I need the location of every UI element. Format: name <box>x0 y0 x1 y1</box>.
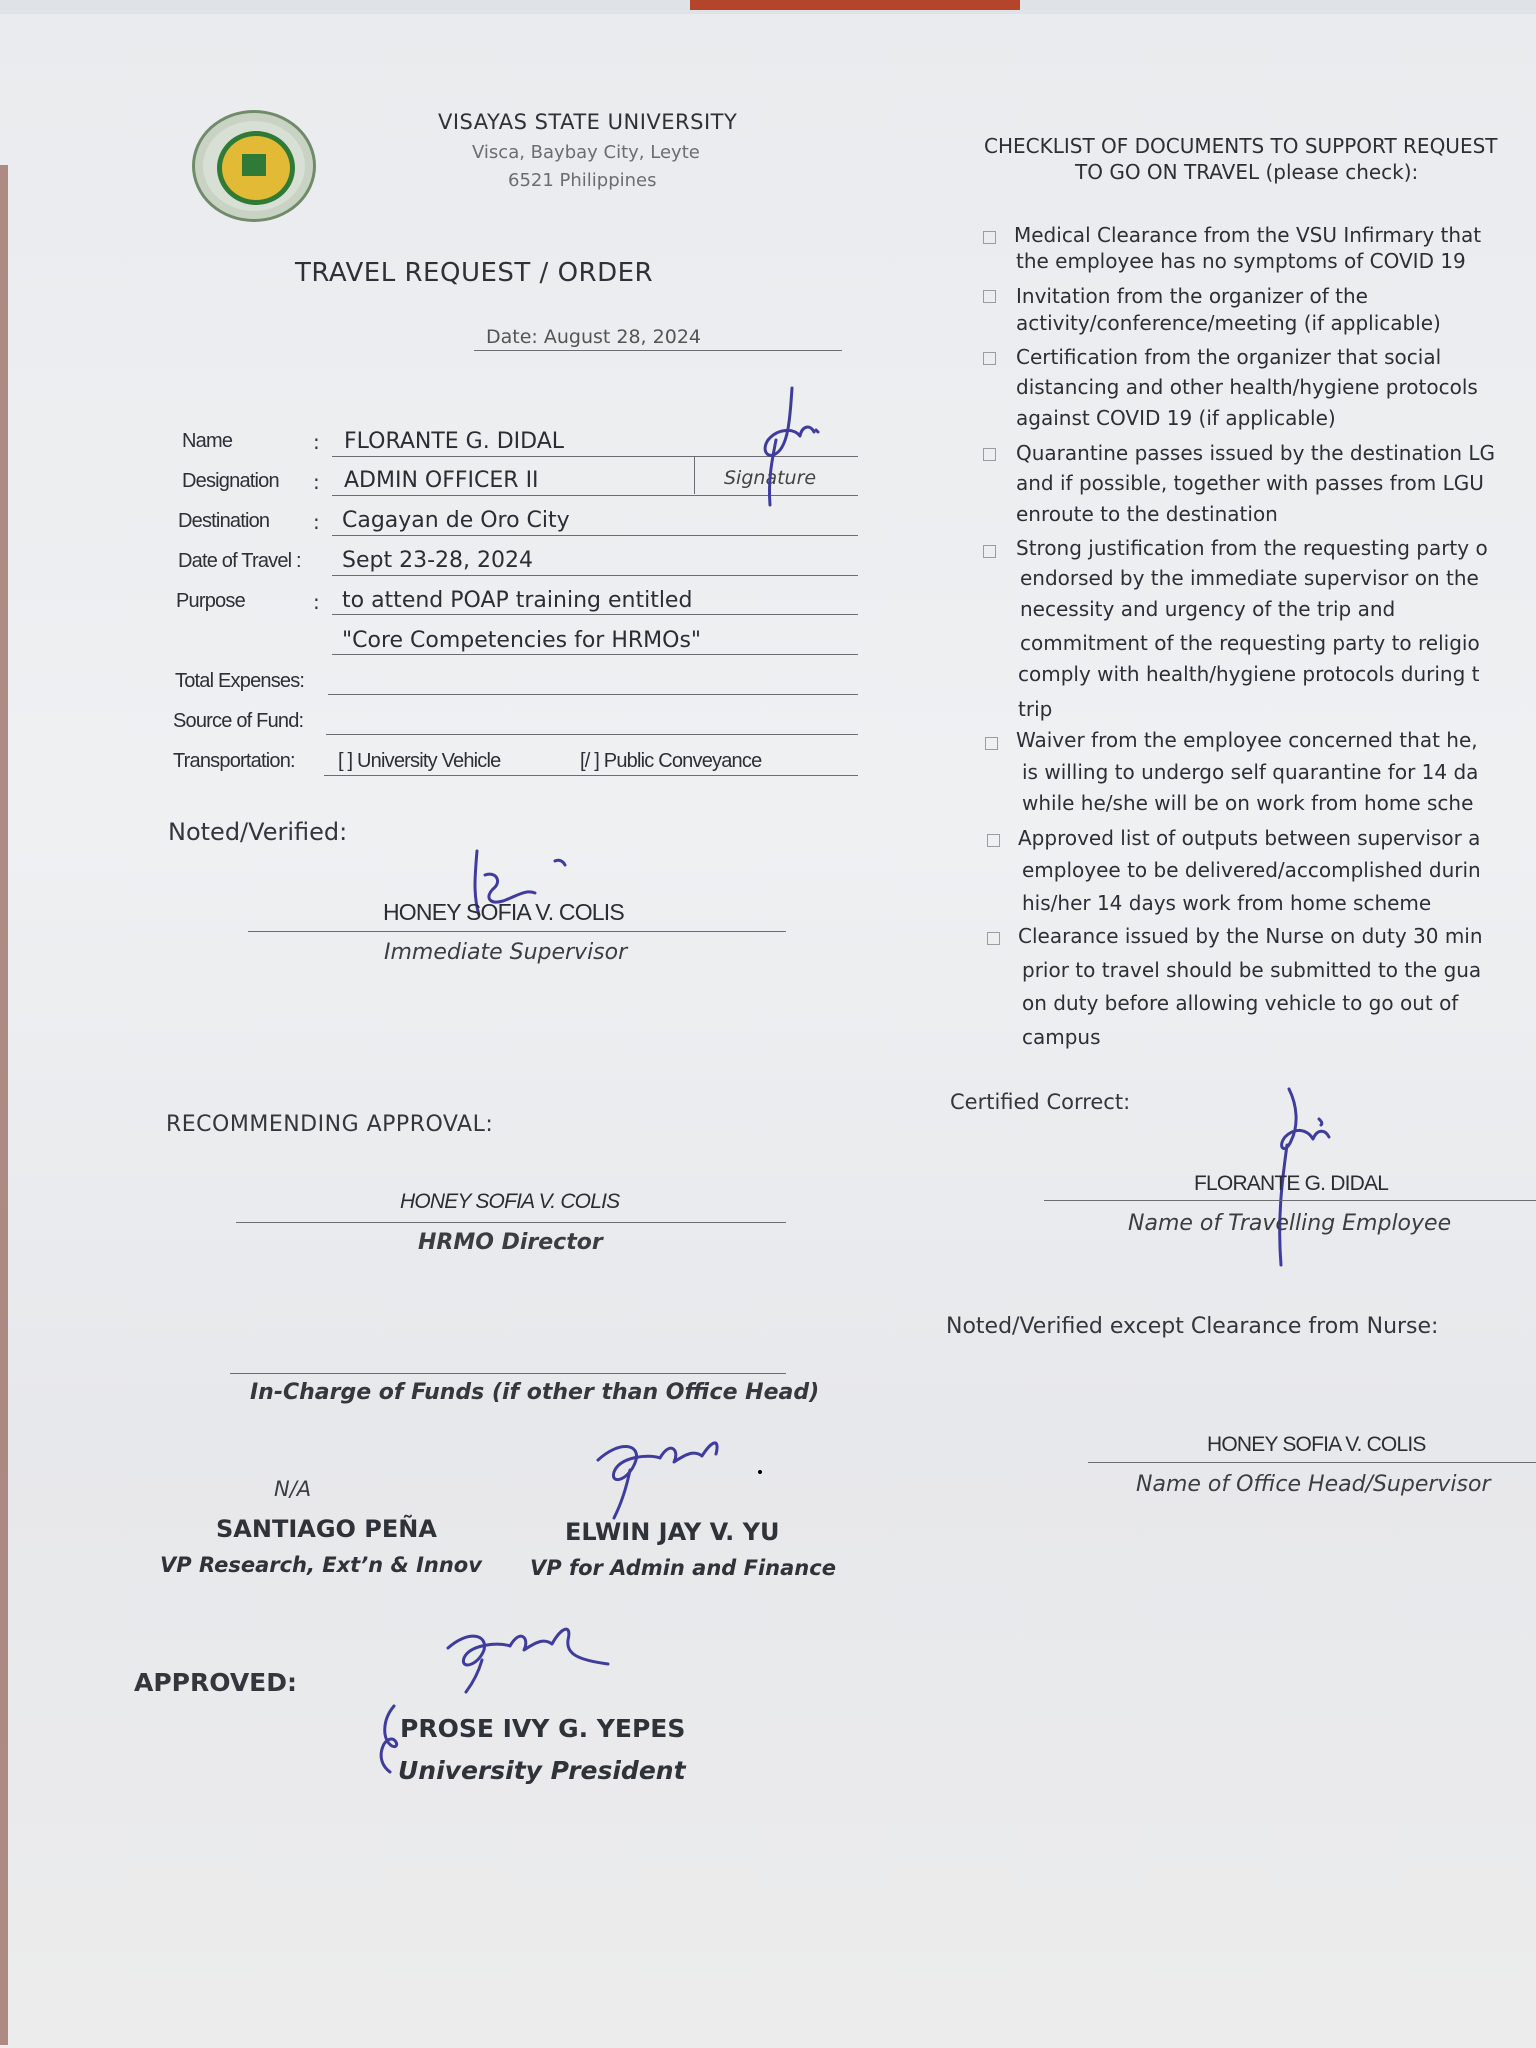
university-name: VISAYAS STATE UNIVERSITY <box>438 110 738 134</box>
source-of-fund-label: Source of Fund: <box>173 710 304 732</box>
purpose-label: Purpose <box>176 590 245 612</box>
certified-correct-label: Certified Correct: <box>950 1090 1131 1114</box>
checklist-item-text: Strong justification from the requesting party o <box>1016 536 1488 560</box>
travelling-employee-name: FLORANTE G. DIDAL <box>1194 1172 1389 1195</box>
total-expenses-line <box>328 694 858 695</box>
vp1-na: N/A <box>274 1477 312 1501</box>
travelling-employee-line <box>1044 1200 1536 1201</box>
president-signature-icon <box>438 1604 638 1694</box>
name-value: FLORANTE G. DIDAL <box>344 429 564 454</box>
checklist-item-text: prior to travel should be submitted to the gua <box>1022 958 1482 982</box>
transport-public-conveyance: [/ ] Public Conveyance <box>580 750 762 772</box>
form-title: TRAVEL REQUEST / ORDER <box>295 258 654 288</box>
recommending-approval-label: RECOMMENDING APPROVAL: <box>166 1112 494 1137</box>
purpose-line2: "Core Competencies for HRMOs" <box>342 628 702 653</box>
hrmo-director-name: HONEY SOFIA V. COLIS <box>400 1190 620 1213</box>
office-head-name: HONEY SOFIA V. COLIS <box>1207 1433 1426 1456</box>
vp1-name: SANTIAGO PEÑA <box>216 1515 437 1543</box>
checklist-item-text: and if possible, together with passes from LGU <box>1016 471 1484 495</box>
checklist-checkbox[interactable] <box>983 448 996 461</box>
source-of-fund-line <box>326 734 858 735</box>
checklist-title-line2: TO GO ON TRAVEL (please check): <box>1075 160 1419 184</box>
checklist-item-text: enroute to the destination <box>1016 502 1278 526</box>
checklist-item-text: the employee has no symptoms of COVID 19 <box>1016 249 1466 273</box>
date-of-travel-line <box>332 575 858 576</box>
designation-value: ADMIN OFFICER II <box>344 468 539 493</box>
hrmo-director-role: HRMO Director <box>418 1230 603 1255</box>
checklist-item-text: distancing and other health/hygiene protocols <box>1016 375 1478 399</box>
approved-label: APPROVED: <box>134 1668 298 1697</box>
page-left-edge <box>0 165 8 2045</box>
checklist-item-text: endorsed by the immediate supervisor on the <box>1020 566 1479 590</box>
vp2-role: VP for Admin and Finance <box>530 1556 836 1580</box>
checklist-item-text: employee to be delivered/accomplished durin <box>1022 858 1481 882</box>
checklist-item-text: his/her 14 days work from home scheme <box>1022 891 1432 915</box>
immediate-supervisor-line <box>248 931 786 932</box>
date-of-travel-label: Date of Travel : <box>178 550 301 572</box>
signature-divider <box>694 456 695 494</box>
checklist-checkbox[interactable] <box>983 352 996 365</box>
colon: : <box>313 430 320 454</box>
president-name: PROSE IVY G. YEPES <box>400 1714 686 1743</box>
checklist-title-line1: CHECKLIST OF DOCUMENTS TO SUPPORT REQUEST <box>984 134 1498 158</box>
checklist-item-text: Medical Clearance from the VSU Infirmary that <box>1014 223 1482 247</box>
checklist-item-text: activity/conference/meeting (if applicable) <box>1016 311 1441 335</box>
signature-label: Signature <box>724 467 817 489</box>
checklist-item-text: Invitation from the organizer of the <box>1016 284 1368 308</box>
designation-label: Designation <box>182 470 279 492</box>
checklist-item-text: campus <box>1022 1025 1101 1049</box>
president-role: University President <box>398 1756 686 1785</box>
checklist-item-text: commitment of the requesting party to religio <box>1020 631 1480 655</box>
office-head-line <box>1088 1462 1536 1463</box>
checklist-item-text: on duty before allowing vehicle to go out of <box>1022 991 1459 1015</box>
transportation-line <box>324 775 858 776</box>
purpose-line-b <box>332 654 858 655</box>
total-expenses-label: Total Expenses: <box>175 670 305 692</box>
checklist-item-text: while he/she will be on work from home sche <box>1022 791 1474 815</box>
checklist-item-text: against COVID 19 (if applicable) <box>1016 406 1336 430</box>
checklist-item-text: Quarantine passes issued by the destination LG <box>1016 441 1495 465</box>
vp1-role: VP Research, Ext’n & Innov <box>160 1553 482 1577</box>
transport-university-vehicle: [ ] University Vehicle <box>338 750 501 772</box>
university-address: Visca, Baybay City, Leyte <box>472 142 700 163</box>
checklist-checkbox[interactable] <box>987 932 1000 945</box>
checklist-item-text: Clearance issued by the Nurse on duty 30 min <box>1018 924 1483 948</box>
noted-verified-label: Noted/Verified: <box>168 818 348 846</box>
immediate-supervisor-name: HONEY SOFIA V. COLIS <box>383 899 624 925</box>
checklist-item-text: comply with health/hygiene protocols during t <box>1018 662 1480 686</box>
checklist-checkbox[interactable] <box>983 231 996 244</box>
immediate-supervisor-role: Immediate Supervisor <box>384 940 628 965</box>
seal-core <box>239 151 269 179</box>
checklist-item-text: Approved list of outputs between supervisor a <box>1018 826 1481 850</box>
funds-line <box>230 1373 786 1374</box>
colon: : <box>313 590 320 614</box>
red-tab <box>690 0 1020 10</box>
checklist-checkbox[interactable] <box>987 834 1000 847</box>
checklist-item-text: trip <box>1018 697 1053 721</box>
office-head-role: Name of Office Head/Supervisor <box>1136 1472 1491 1497</box>
name-label: Name <box>182 430 233 452</box>
in-charge-of-funds-role: In-Charge of Funds (if other than Office Head) <box>250 1380 820 1405</box>
checklist-item-text: necessity and urgency of the trip and <box>1020 597 1396 621</box>
transportation-label: Transportation: <box>173 750 295 772</box>
destination-value: Cagayan de Oro City <box>342 508 570 533</box>
purpose-line-a <box>332 614 858 615</box>
date-line <box>474 350 842 351</box>
university-seal-icon <box>192 110 316 222</box>
destination-label: Destination <box>178 510 270 532</box>
checklist-checkbox[interactable] <box>985 737 998 750</box>
vp-admin-signature-icon <box>590 1420 790 1520</box>
checklist-checkbox[interactable] <box>983 290 996 303</box>
checklist-checkbox[interactable] <box>983 545 996 558</box>
noted-except-nurse-label: Noted/Verified except Clearance from Nurse: <box>946 1314 1439 1339</box>
checklist-item-text: Waiver from the employee concerned that he, <box>1016 728 1478 752</box>
form-date: Date: August 28, 2024 <box>486 326 701 348</box>
destination-line <box>332 535 858 536</box>
travelling-employee-role: Name of Travelling Employee <box>1128 1211 1452 1236</box>
traveller-signature-icon <box>720 380 840 510</box>
checklist-item-text: Certification from the organizer that social <box>1016 345 1442 369</box>
purpose-line1: to attend POAP training entitled <box>342 588 693 613</box>
colon: : <box>313 470 320 494</box>
university-postal: 6521 Philippines <box>508 170 657 191</box>
date-of-travel-value: Sept 23-28, 2024 <box>342 548 533 573</box>
hrmo-director-line <box>236 1222 786 1223</box>
vp2-name: ELWIN JAY V. YU <box>565 1518 780 1546</box>
colon: : <box>313 510 320 534</box>
checklist-item-text: is willing to undergo self quarantine for 14 da <box>1022 760 1479 784</box>
